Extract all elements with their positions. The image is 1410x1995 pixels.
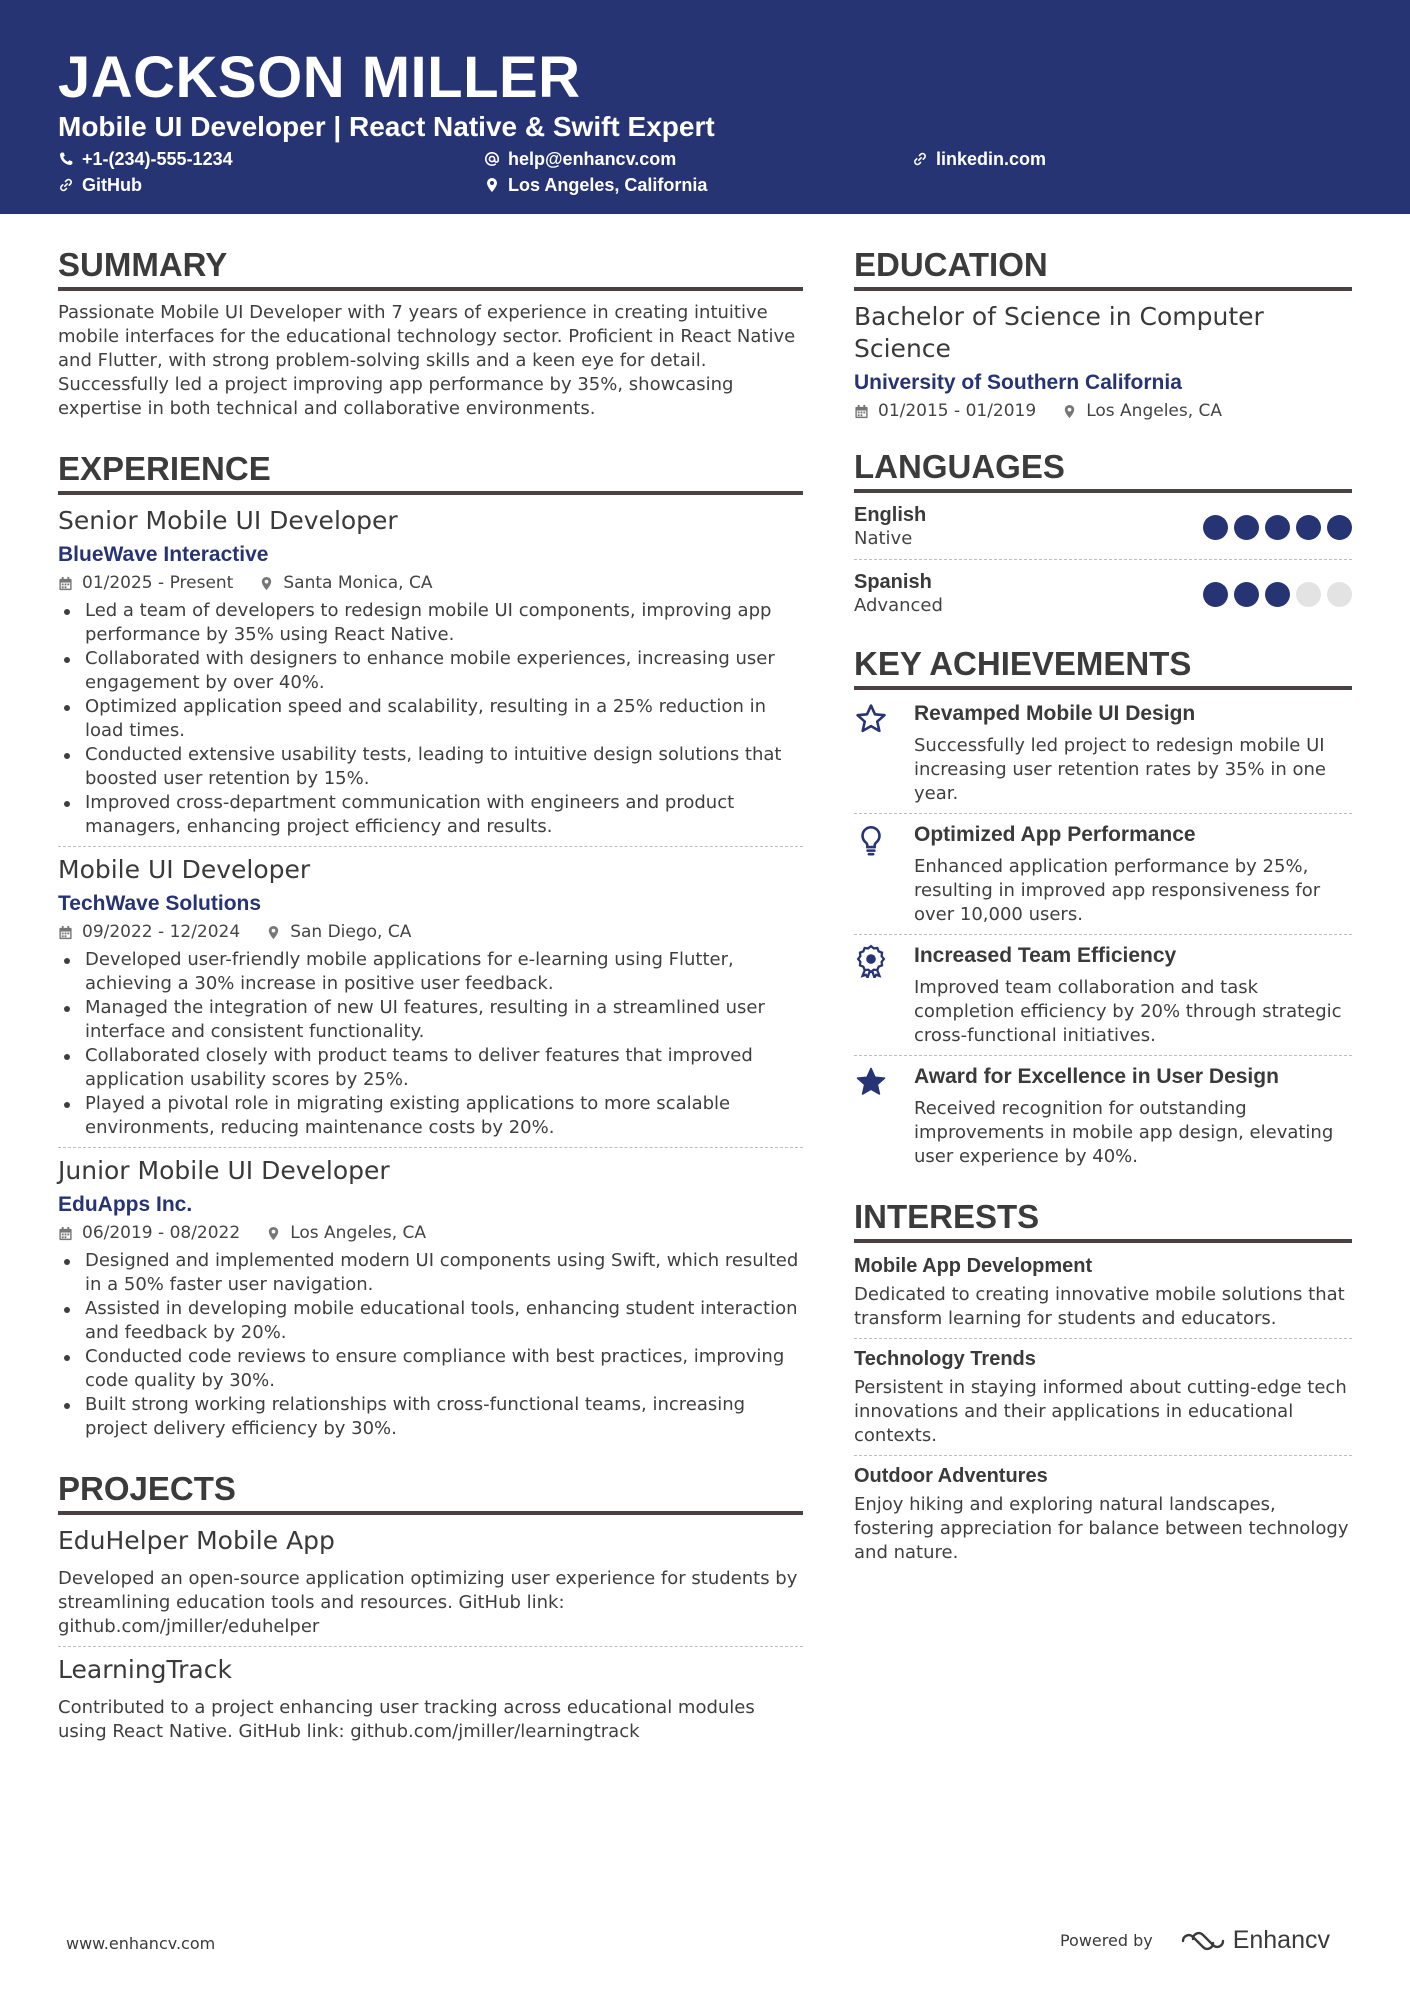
job-bullets — [58, 948, 803, 1140]
project-entry — [58, 1654, 803, 1744]
job-bullet: Designed and implemented modern UI components using Swift, which resulted in a 50% faster user navigation. — [58, 1249, 803, 1297]
interest-title: Technology Trends — [854, 1348, 1036, 1370]
job-company: BlueWave Interactive — [58, 543, 269, 566]
section-title-experience: EXPERIENCE — [58, 449, 803, 495]
interest-title: Mobile App Development — [854, 1255, 1093, 1277]
rating-dot-filled — [1296, 515, 1321, 540]
at-icon — [484, 151, 500, 167]
contact-location — [484, 174, 707, 196]
section-title-interests: INTERESTS — [854, 1197, 1352, 1243]
education-dates: 01/2015 - 01/2019 — [878, 401, 1037, 421]
job-company: TechWave Solutions — [58, 892, 262, 915]
candidate-headline: Mobile UI Developer | React Native & Swift Expert — [58, 111, 715, 142]
achievement-item — [854, 1063, 1352, 1169]
achievement-text: Successfully led project to redesign mobile UI increasing user retention rates by 35% in one year. — [914, 735, 1326, 804]
job-entry — [58, 505, 803, 839]
github-link[interactable]: GitHub — [82, 175, 142, 195]
rating-dot-filled — [1265, 515, 1290, 540]
achievement-text: Received recognition for outstanding improvements in mobile app design, elevating user experience by 40%. — [914, 1098, 1334, 1167]
interest-item — [854, 1463, 1352, 1565]
brand-name: Enhancv — [1232, 1926, 1330, 1954]
divider — [854, 813, 1352, 814]
enhancv-logo-icon — [1179, 1928, 1227, 1954]
phone-icon — [58, 151, 74, 167]
divider — [58, 846, 803, 847]
location-pin-icon — [266, 1226, 281, 1241]
interest-item — [854, 1253, 1352, 1331]
job-location: Santa Monica, CA — [283, 573, 433, 593]
job-meta — [58, 920, 803, 944]
degree: Bachelor of Science in Computer Science — [854, 302, 1264, 363]
rating-dot-filled — [1265, 582, 1290, 607]
language-rating — [1203, 515, 1352, 540]
project-name: EduHelper Mobile App — [58, 1526, 335, 1555]
language-row — [854, 570, 1352, 618]
divider — [854, 1455, 1352, 1456]
job-bullet: Optimized application speed and scalability, resulting in a 25% reduction in load times. — [58, 695, 803, 743]
achievement-item — [854, 700, 1352, 806]
job-bullet: Conducted extensive usability tests, leading to intuitive design solutions that boosted user retention by 15%. — [58, 743, 803, 791]
powered-by-label: Powered by — [1059, 1931, 1153, 1950]
job-entry — [58, 1155, 803, 1441]
job-bullet: Collaborated with designers to enhance mobile experiences, increasing user engagement by over 40%. — [58, 647, 803, 695]
contact-phone — [58, 148, 233, 170]
link-icon — [912, 151, 928, 167]
job-bullet: Played a pivotal role in migrating existing applications to more scalable environments, reducing maintenance costs by 20%. — [58, 1092, 803, 1140]
job-bullet: Led a team of developers to redesign mobile UI components, improving app performance by 35% using React Native. — [58, 599, 803, 647]
section-title-achievements: KEY ACHIEVEMENTS — [854, 644, 1352, 690]
email-link[interactable]: help@enhancv.com — [508, 149, 677, 169]
section-title-education: EDUCATION — [854, 245, 1352, 291]
job-bullet: Improved cross-department communication with engineers and product managers, enhancing project efficiency and results. — [58, 791, 803, 839]
language-row — [854, 503, 1352, 551]
rating-dot-filled — [1234, 582, 1259, 607]
job-bullet: Assisted in developing mobile educational tools, enhancing student interaction and feedback by 20%. — [58, 1297, 803, 1345]
summary-section — [58, 245, 803, 421]
lightbulb-icon — [854, 823, 888, 857]
projects-section — [58, 1469, 803, 1744]
resume-header — [0, 0, 1410, 214]
location-pin-icon — [484, 177, 500, 193]
rating-dot-filled — [1234, 515, 1259, 540]
job-meta — [58, 571, 803, 595]
achievement-title: Optimized App Performance — [914, 823, 1196, 846]
job-dates: 09/2022 - 12/2024 — [82, 922, 241, 942]
rating-dot-empty — [1327, 582, 1352, 607]
award-ribbon-icon — [854, 944, 888, 978]
job-company: EduApps Inc. — [58, 1193, 193, 1216]
rating-dot-filled — [1203, 582, 1228, 607]
job-bullets — [58, 1249, 803, 1441]
linkedin-link[interactable]: linkedin.com — [936, 149, 1047, 169]
project-text: Developed an open-source application optimizing user experience for students by streamlining education tools and resources. GitHub link: github.com/jmiller/eduhelper — [58, 1568, 798, 1637]
job-dates: 01/2025 - Present — [82, 573, 234, 593]
summary-text: Passionate Mobile UI Developer with 7 years of experience in creating intuitive mobile interfaces for the educational technology sector. Proficient in React Native and Flutter, with strong problem-solving skills and a keen eye for detail. Successfully led a project improving app performance by 35%, showcasing expertise in both technical and collaborative environments. — [58, 302, 796, 419]
calendar-icon — [58, 1226, 73, 1241]
language-level: Advanced — [854, 595, 943, 616]
job-role: Senior Mobile UI Developer — [58, 506, 398, 535]
job-bullet: Managed the integration of new UI features, resulting in a streamlined user interface and consistent functionality. — [58, 996, 803, 1044]
location-pin-icon — [259, 576, 274, 591]
achievement-item — [854, 821, 1352, 927]
interests-section — [854, 1197, 1352, 1565]
rating-dot-empty — [1296, 582, 1321, 607]
star-outline-icon — [854, 702, 888, 736]
interest-text: Enjoy hiking and exploring natural landscapes, fostering appreciation for balance between technology and nature. — [854, 1494, 1349, 1563]
school: University of Southern California — [854, 371, 1182, 394]
achievement-title: Award for Excellence in User Design — [914, 1065, 1279, 1088]
interest-text: Dedicated to creating innovative mobile solutions that transform learning for students and educators. — [854, 1284, 1345, 1329]
contact-linkedin[interactable] — [912, 148, 1046, 170]
footer-website[interactable]: www.enhancv.com — [66, 1934, 216, 1953]
job-bullet: Developed user-friendly mobile applications for e-learning using Flutter, achieving a 30% increase in positive user feedback. — [58, 948, 803, 996]
contact-email[interactable] — [484, 148, 676, 170]
job-meta — [58, 1221, 803, 1245]
candidate-name: JACKSON MILLER — [58, 45, 581, 110]
divider — [854, 1055, 1352, 1056]
link-icon — [58, 177, 74, 193]
job-role: Junior Mobile UI Developer — [58, 1156, 390, 1185]
project-text: Contributed to a project enhancing user tracking across educational modules using React Native. GitHub link: github.com/jmiller/learningtrack — [58, 1697, 755, 1742]
divider — [854, 1338, 1352, 1339]
achievement-item — [854, 942, 1352, 1048]
rating-dot-filled — [1327, 515, 1352, 540]
enhancv-logo[interactable] — [1179, 1926, 1330, 1955]
contact-github[interactable] — [58, 174, 142, 196]
section-title-languages: LANGUAGES — [854, 447, 1352, 493]
section-title-projects: PROJECTS — [58, 1469, 803, 1515]
job-bullet: Conducted code reviews to ensure compliance with best practices, improving code quality by 30%. — [58, 1345, 803, 1393]
left-column — [58, 245, 803, 1744]
calendar-icon — [854, 404, 869, 419]
interest-text: Persistent in staying informed about cutting-edge tech innovations and their applications in educational contexts. — [854, 1377, 1347, 1446]
project-entry — [58, 1525, 803, 1639]
divider — [854, 934, 1352, 935]
languages-section — [854, 447, 1352, 618]
right-column — [854, 245, 1352, 1565]
achievement-title: Increased Team Efficiency — [914, 944, 1177, 967]
section-title-summary: SUMMARY — [58, 245, 803, 291]
achievement-text: Enhanced application performance by 25%, resulting in improved app responsiveness for over 10,000 users. — [914, 856, 1321, 925]
language-name: English — [854, 504, 927, 526]
job-dates: 06/2019 - 08/2022 — [82, 1223, 241, 1243]
calendar-icon — [58, 576, 73, 591]
interest-title: Outdoor Adventures — [854, 1465, 1048, 1487]
location-text: Los Angeles, California — [508, 175, 708, 195]
job-entry — [58, 854, 803, 1140]
job-location: San Diego, CA — [290, 922, 412, 942]
footer-branding — [1060, 1926, 1330, 1955]
job-bullets — [58, 599, 803, 839]
job-location: Los Angeles, CA — [290, 1223, 427, 1243]
location-pin-icon — [266, 925, 281, 940]
education-section — [854, 245, 1352, 423]
divider — [854, 559, 1352, 560]
education-meta — [854, 399, 1352, 423]
language-level: Native — [854, 528, 913, 549]
rating-dot-filled — [1203, 515, 1228, 540]
divider — [58, 1646, 803, 1647]
calendar-icon — [58, 925, 73, 940]
phone-text: +1-(234)-555-1234 — [82, 149, 233, 169]
education-location: Los Angeles, CA — [1086, 401, 1223, 421]
experience-section — [58, 449, 803, 1441]
interest-item — [854, 1346, 1352, 1448]
star-filled-icon — [854, 1065, 888, 1099]
divider — [58, 1147, 803, 1148]
language-name: Spanish — [854, 571, 932, 593]
location-pin-icon — [1062, 404, 1077, 419]
job-bullet: Built strong working relationships with cross-functional teams, increasing project delivery efficiency by 30%. — [58, 1393, 803, 1441]
project-name: LearningTrack — [58, 1655, 232, 1684]
language-rating — [1203, 582, 1352, 607]
achievement-title: Revamped Mobile UI Design — [914, 702, 1196, 725]
job-role: Mobile UI Developer — [58, 855, 311, 884]
achievement-text: Improved team collaboration and task completion efficiency by 20% through strategic cross-functional initiatives. — [914, 977, 1342, 1046]
achievements-section — [854, 644, 1352, 1169]
job-bullet: Collaborated closely with product teams to deliver features that improved application usability scores by 25%. — [58, 1044, 803, 1092]
